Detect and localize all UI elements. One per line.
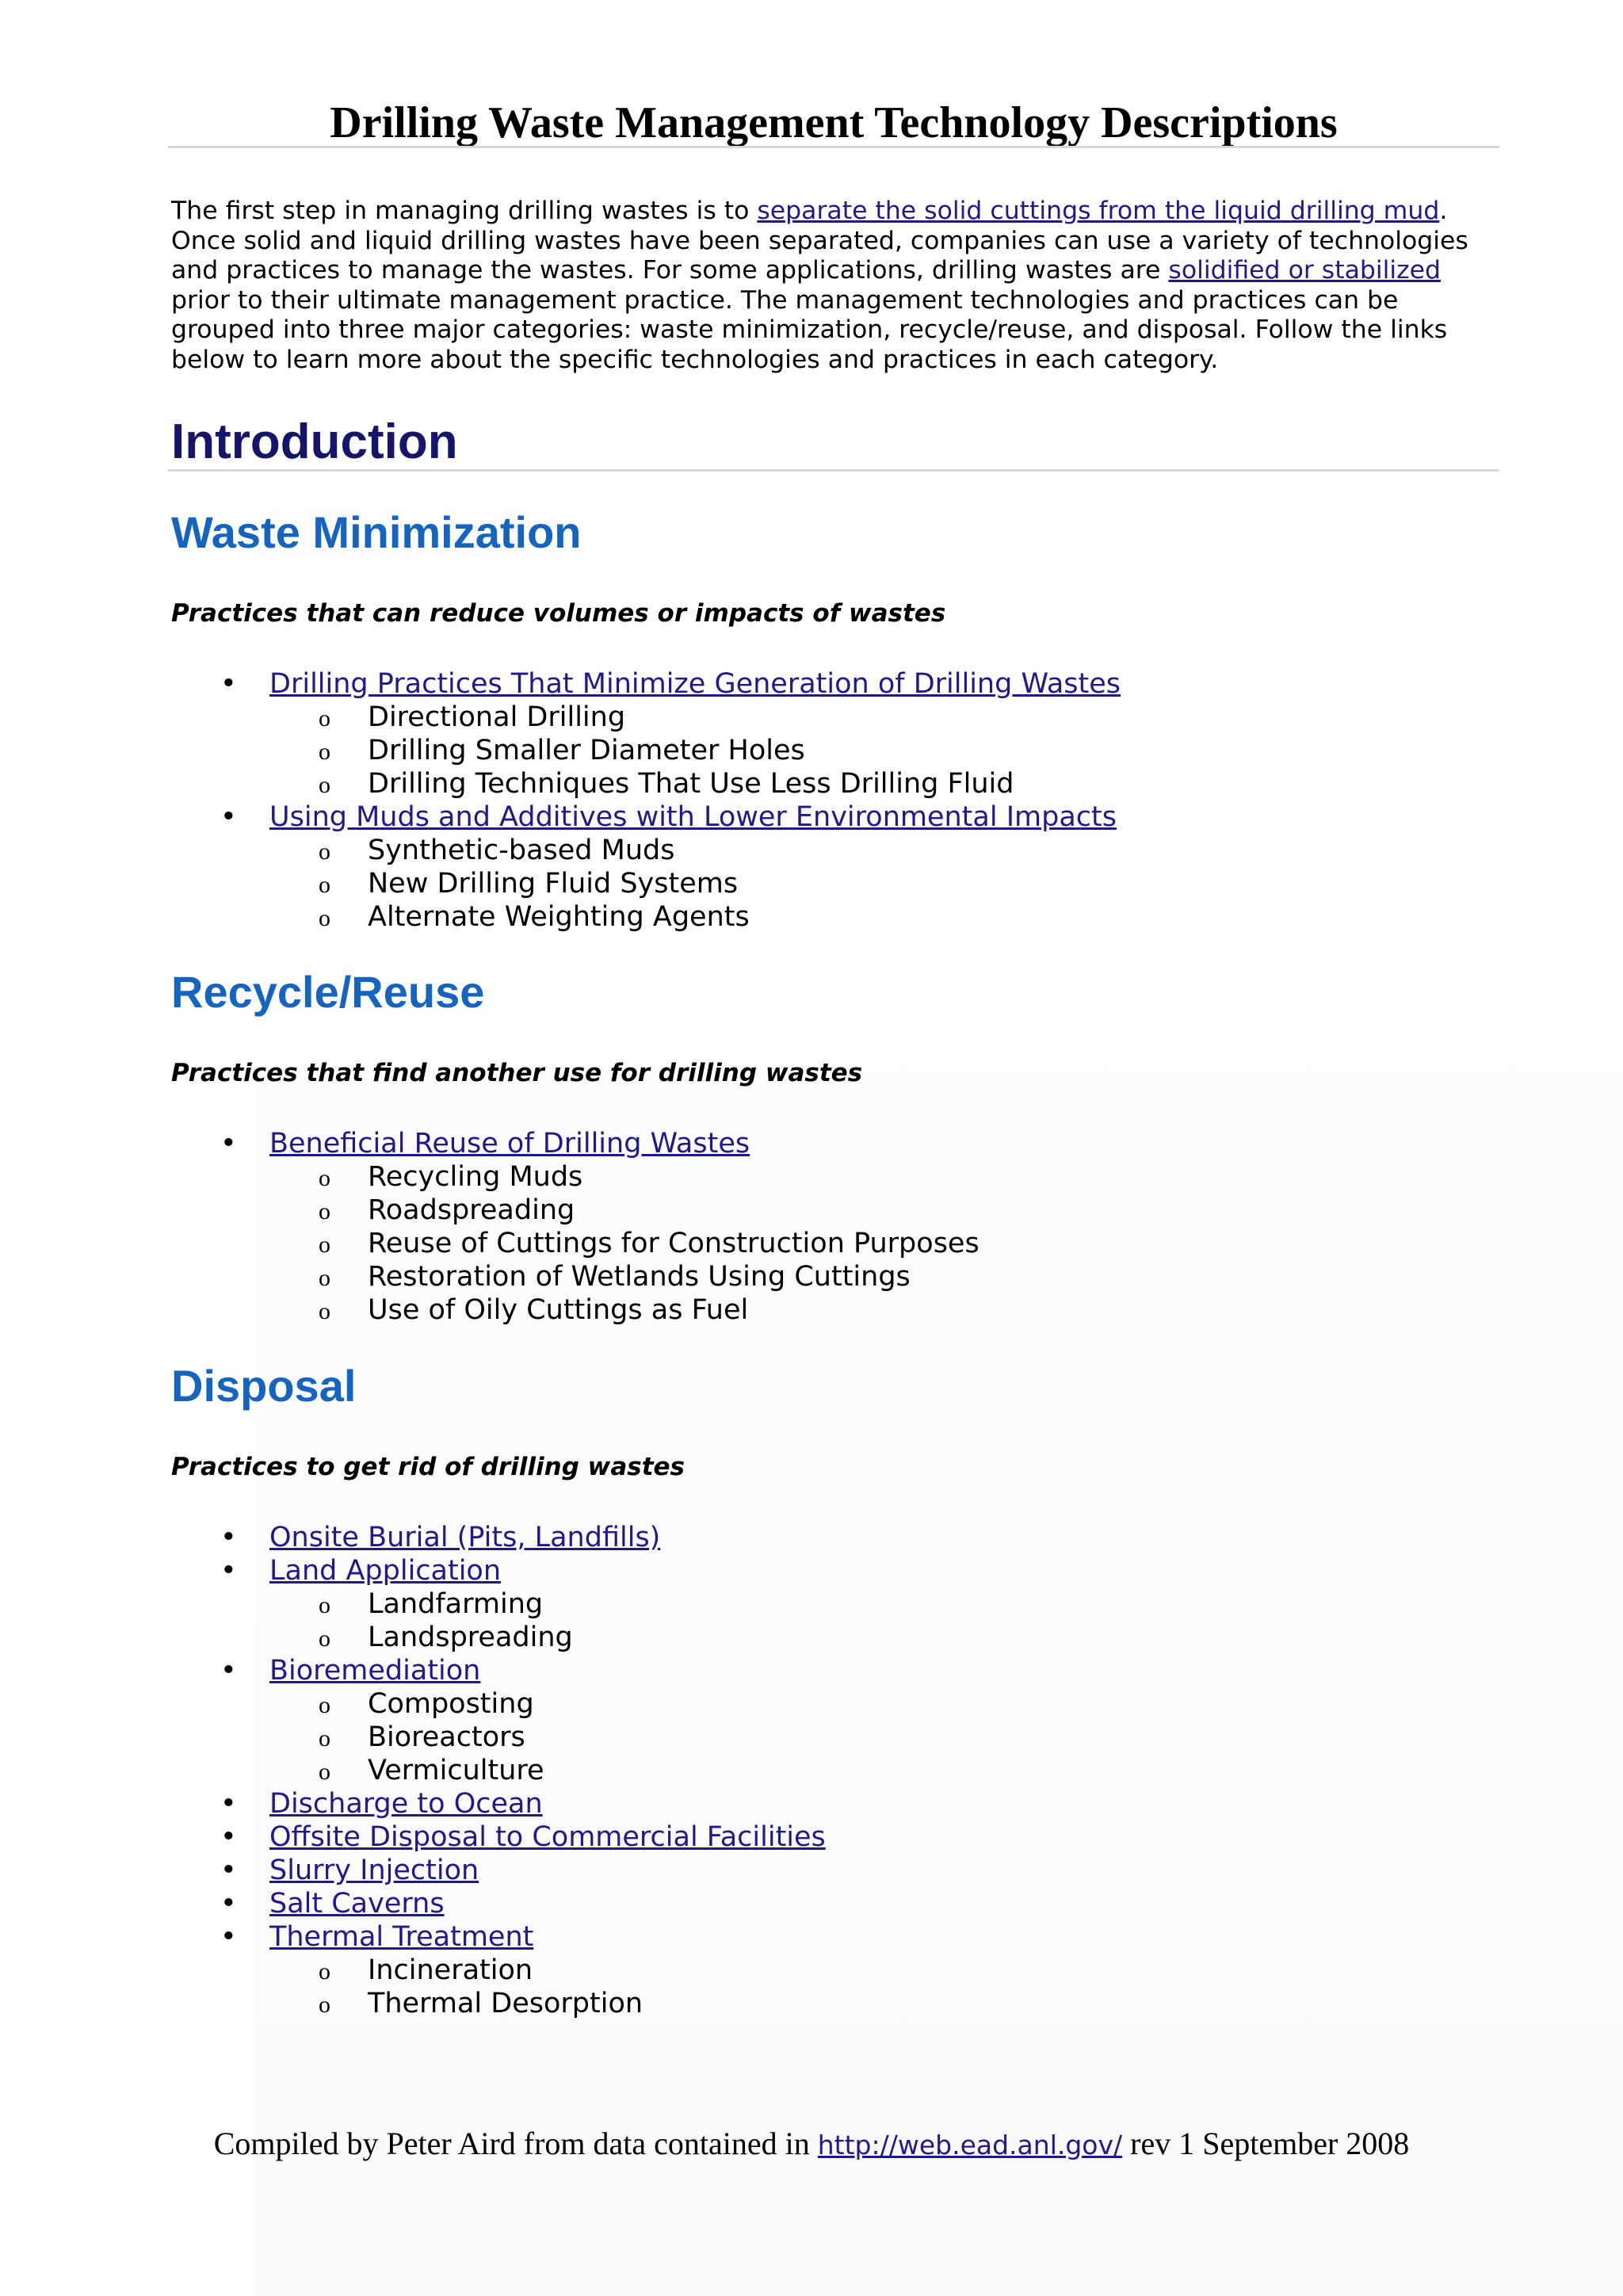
section-subtitle-waste-minimization: Practices that can reduce volumes or impacts of wastes bbox=[171, 599, 946, 628]
salt-caverns-link[interactable]: Salt Caverns bbox=[269, 1888, 445, 1920]
muds-additives-link[interactable]: Using Muds and Additives with Lower Environmental Impacts bbox=[269, 801, 1117, 833]
introduction-divider bbox=[168, 469, 1499, 472]
section-subtitle-disposal: Practices to get rid of drilling wastes bbox=[171, 1453, 685, 1481]
sublist-item: o Landspreading bbox=[269, 1621, 826, 1654]
section-heading-recycle-reuse: Recycle/Reuse bbox=[171, 967, 485, 1017]
list-item bbox=[0, 1920, 826, 2020]
sublist-item: o Drilling Smaller Diameter Holes bbox=[269, 734, 1121, 767]
disposal-list bbox=[0, 1521, 826, 2020]
bioremediation-link[interactable]: Bioremediation bbox=[269, 1655, 481, 1687]
separate-cuttings-link[interactable]: separate the solid cuttings from the liquid drilling mud bbox=[757, 197, 1440, 225]
sublist-item: o Alternate Weighting Agents bbox=[269, 900, 1121, 934]
solidified-stabilized-link[interactable]: solidified or stabilized bbox=[1168, 256, 1442, 285]
list-item bbox=[0, 1887, 826, 1920]
discharge-to-ocean-link[interactable]: Discharge to Ocean bbox=[269, 1788, 543, 1820]
sublist-item: o Restoration of Wetlands Using Cuttings bbox=[269, 1260, 980, 1293]
section-subtitle-recycle-reuse: Practices that find another use for drilling wastes bbox=[171, 1059, 863, 1087]
intro-text-2: . Once solid and liquid drilling wastes have been separated, companies can use a variety of technologies and practices to manage the wastes. For some applications, drilling wastes are bbox=[171, 197, 1468, 285]
sublist bbox=[269, 1587, 826, 1654]
document-title: Drilling Waste Management Technology Descriptions bbox=[330, 98, 1338, 147]
waste-minimization-list bbox=[0, 667, 1121, 934]
list-item bbox=[0, 1854, 826, 1887]
intro-text-3: prior to their ultimate management practice. The management technologies and practices can be grouped into three major categories: waste minimization, recycle/reuse, and disposal. Follow the links below to learn more about the specific technologies and practices in each category. bbox=[171, 285, 1448, 374]
slurry-injection-link[interactable]: Slurry Injection bbox=[269, 1855, 479, 1886]
sublist-item: o Incineration bbox=[269, 1954, 826, 1987]
sublist-item: o Vermiculture bbox=[269, 1754, 826, 1787]
intro-text-1: The first step in managing drilling wastes is to bbox=[171, 197, 758, 225]
list-item bbox=[0, 1127, 980, 1327]
sublist-item: o Roadspreading bbox=[269, 1194, 980, 1227]
intro-paragraph bbox=[171, 197, 1499, 375]
footer-credit bbox=[0, 2124, 1623, 2165]
section-heading-waste-minimization: Waste Minimization bbox=[171, 507, 582, 557]
sublist-item: o Landfarming bbox=[269, 1587, 826, 1621]
thermal-treatment-link[interactable]: Thermal Treatment bbox=[269, 1921, 534, 1953]
sublist-item: o Bioreactors bbox=[269, 1721, 826, 1754]
sublist bbox=[269, 1160, 980, 1327]
list-item bbox=[0, 800, 1121, 934]
onsite-burial-link[interactable]: Onsite Burial (Pits, Landfills) bbox=[269, 1522, 661, 1553]
list-item bbox=[0, 1521, 826, 1554]
sublist bbox=[269, 1687, 826, 1787]
drilling-practices-link[interactable]: Drilling Practices That Minimize Generation of Drilling Wastes bbox=[269, 668, 1121, 700]
list-item bbox=[0, 1554, 826, 1654]
sublist-item: o Recycling Muds bbox=[269, 1160, 980, 1194]
footer-url-link[interactable]: http://web.ead.anl.gov/ bbox=[817, 2130, 1123, 2160]
sublist-item: o Reuse of Cuttings for Construction Purposes bbox=[269, 1227, 980, 1260]
sublist-item: o Synthetic-based Muds bbox=[269, 834, 1121, 867]
beneficial-reuse-link[interactable]: Beneficial Reuse of Drilling Wastes bbox=[269, 1128, 750, 1159]
recycle-reuse-list bbox=[0, 1127, 980, 1327]
sublist-item: o Drilling Techniques That Use Less Drilling Fluid bbox=[269, 767, 1121, 800]
sublist bbox=[269, 701, 1121, 800]
sublist-item: o Use of Oily Cuttings as Fuel bbox=[269, 1293, 980, 1327]
offsite-disposal-link[interactable]: Offsite Disposal to Commercial Facilities bbox=[269, 1821, 826, 1853]
sublist-item: o Thermal Desorption bbox=[269, 1987, 826, 2020]
section-heading-disposal: Disposal bbox=[171, 1361, 357, 1411]
sublist-item: o New Drilling Fluid Systems bbox=[269, 867, 1121, 900]
footer-prefix: Compiled by Peter Aird from data contained in bbox=[213, 2126, 818, 2161]
land-application-link[interactable]: Land Application bbox=[269, 1555, 502, 1587]
sublist bbox=[269, 834, 1121, 934]
introduction-heading: Introduction bbox=[171, 415, 458, 469]
sublist-item: o Composting bbox=[269, 1687, 826, 1721]
title-divider bbox=[168, 146, 1499, 148]
list-item bbox=[0, 1820, 826, 1854]
footer-suffix: rev 1 September 2008 bbox=[1122, 2126, 1410, 2161]
sublist bbox=[269, 1954, 826, 2020]
list-item bbox=[0, 1654, 826, 1787]
list-item bbox=[0, 1787, 826, 1820]
sublist-item: o Directional Drilling bbox=[269, 701, 1121, 734]
list-item bbox=[0, 667, 1121, 800]
